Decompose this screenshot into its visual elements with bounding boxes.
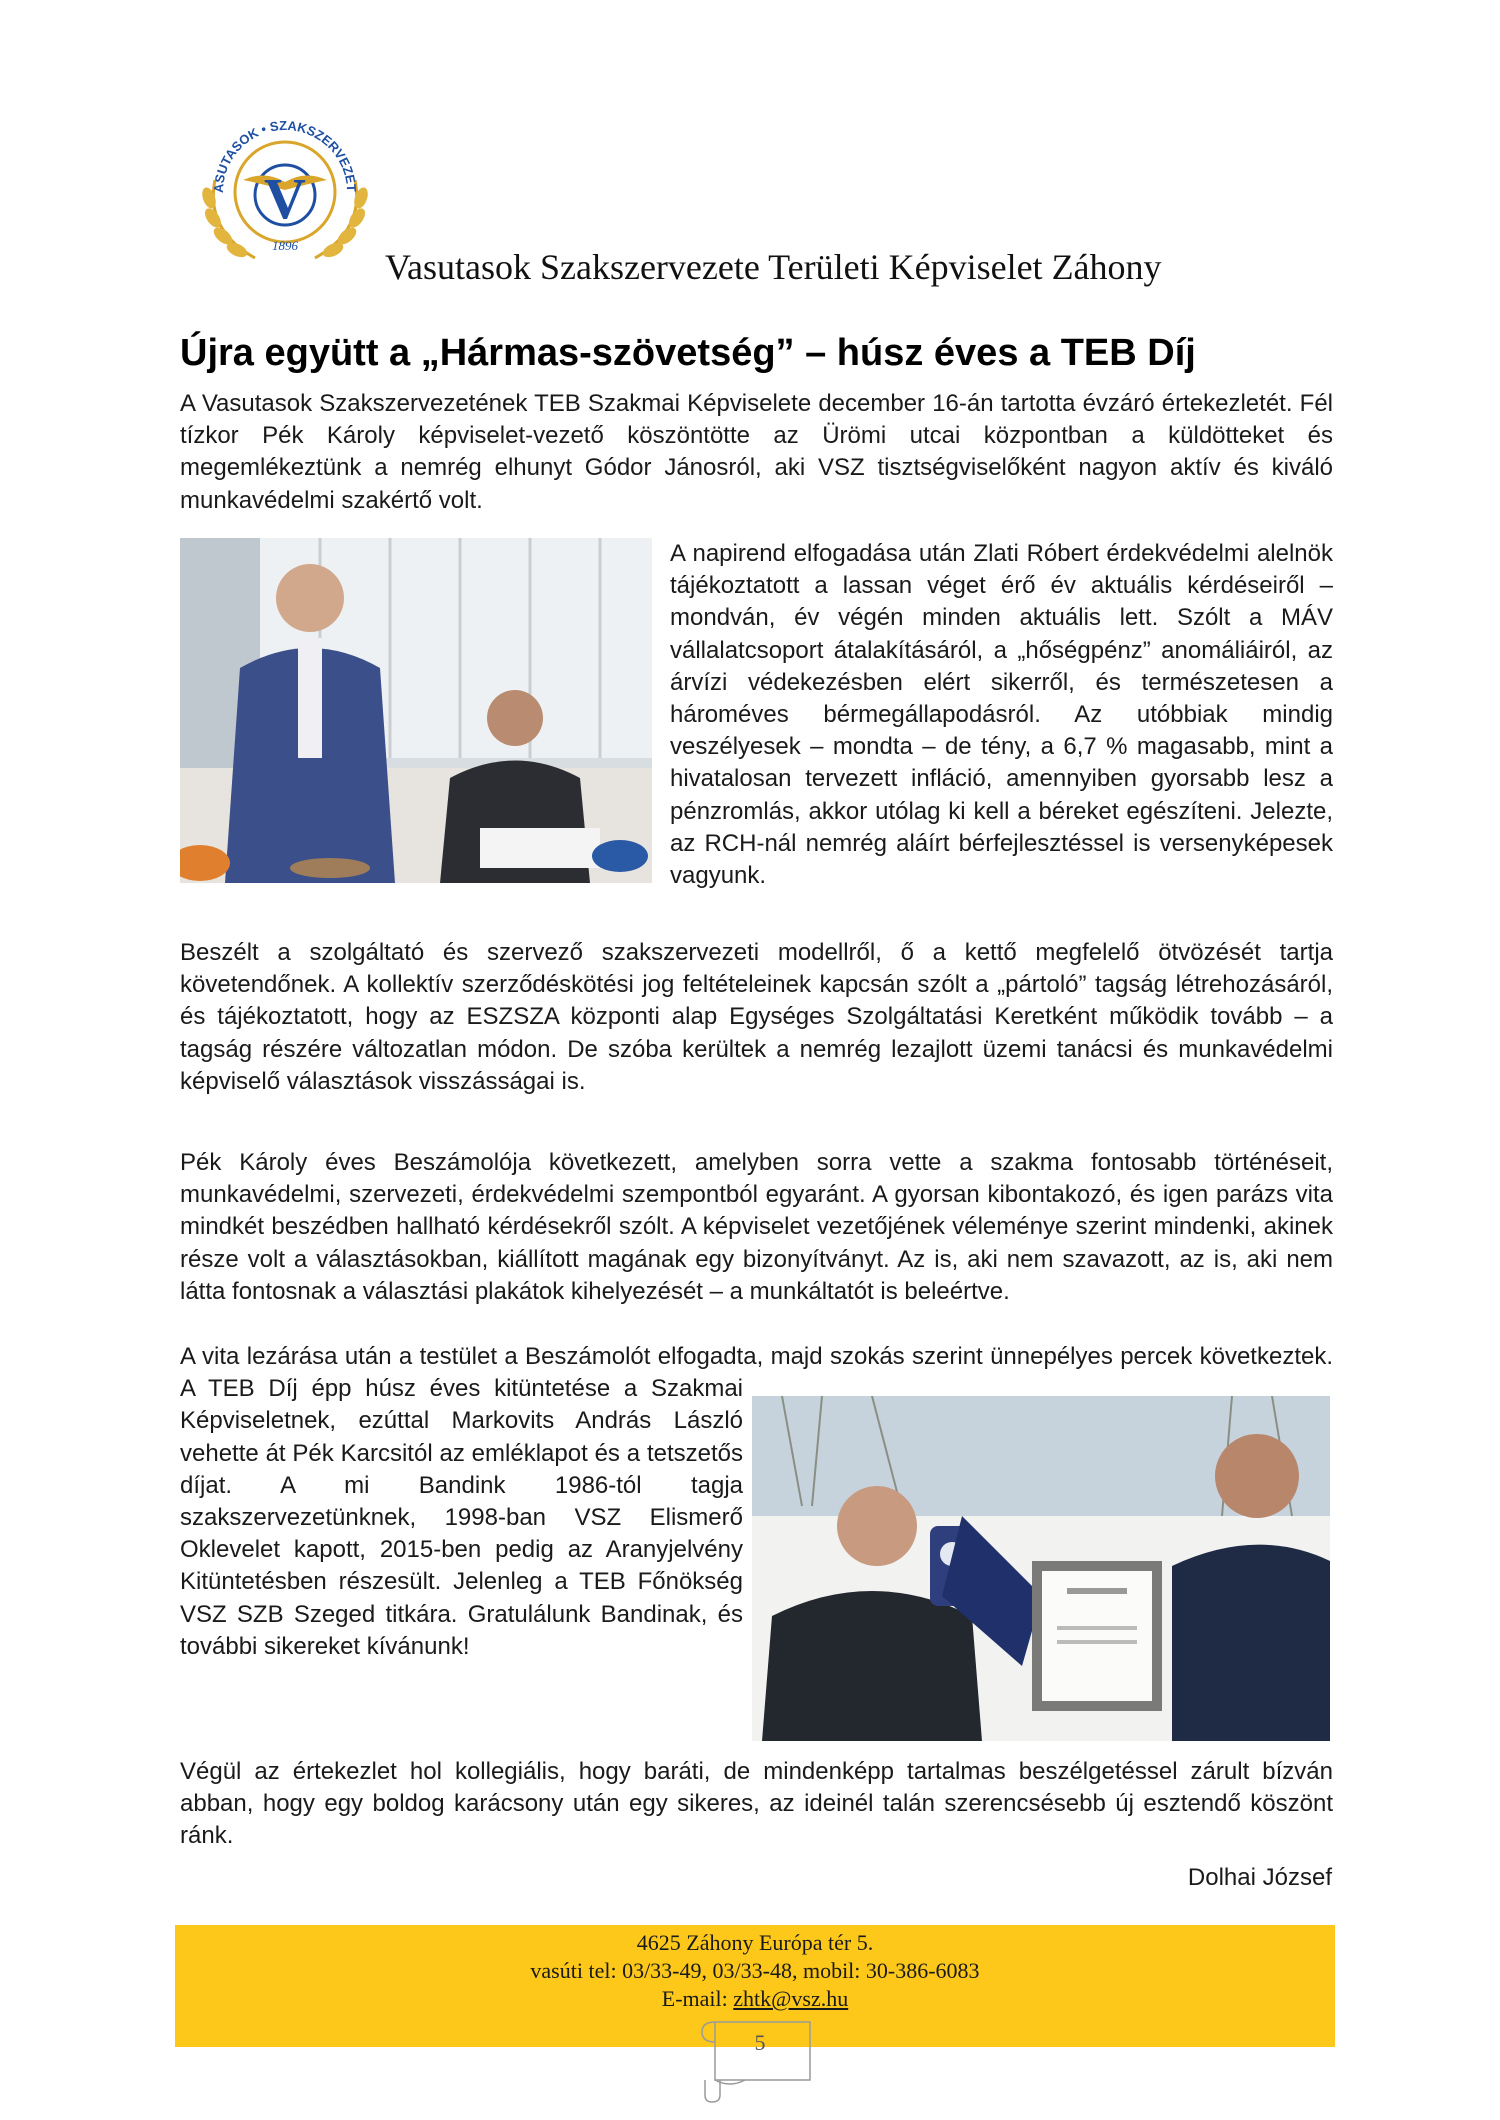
paragraph-2-text: A napirend elfogadása után Zlati Róbert érdekvédelmi alelnök tájékoztatott a lassan véget érő év aktuális kérdéseiről – mondván, év végén minden aktuális lett. Szólt a MÁV vállalatcsoport átalakításáról, a „hőségpénz” anomáliáiról, az árvízi védekezésben elért sikerről, és természetesen a hároméves bérmegállapodásról. Az utóbbiak mindig veszélyesek – mondta – de tény, a 6,7 % magasabb, mint a hivatalosan tervezett infláció, amennyiben gyorsabb lesz a pénzromlás, akkor utólag ki kell a béreket egészíteni. Jelezte, az RCH-nál nemrég aláírt bérfejlesztéssel is versenyképesek vagyunk. (670, 540, 1333, 890)
footer-address: 4625 Záhony Európa tér 5. (636, 1930, 874, 1955)
logo-year: 1896 (272, 238, 298, 253)
article-headline: Újra együtt a „Hármas-szövetség” – húsz éves a TEB Díj (180, 332, 1196, 374)
page-number-scroll-icon (690, 2010, 825, 2105)
union-logo-emblem (185, 100, 385, 270)
photo-2-spacer (743, 1396, 1333, 1746)
paragraph-5 (180, 1341, 1333, 1746)
paragraph-5-text: A vita lezárása után a testület a Beszámolót elfogadta, majd szokás szerint ünnepélyes percek következtek. A TEB Díj épp húsz éves kitüntetése a Szakmai Képviseletnek, ezúttal Markovits András László vehette át Pék Karcsitól az emléklapot és a tetszetős díjat. A mi Bandink 1986-tól tagja szakszervezetünknek, 1998-ban VSZ Elismerő Oklevelet kapott, 2015-ben pedig az Aranyjelvény Kitüntetésben részesült. Jelenleg a TEB Főnökség VSZ SZB Szeged titkára. Gratulálunk Bandinak, és további sikereket kívánunk! (180, 1343, 1333, 1660)
footer-phones: vasúti tel: 03/33-49, 03/33-48, mobil: 30-386-6083 (530, 1958, 980, 1983)
org-title: Vasutasok Szakszervezete Területi Képviselet Záhony (385, 247, 1162, 287)
paragraph-2 (180, 538, 1333, 892)
paragraph-4: Pék Károly éves Beszámolója következett, amelyben sorra vette a szakma fontosabb történéseit, munkavédelmi, szervezeti, érdekvédelmi szempontból egyaránt. A gyorsan kibontakozó, és igen parázs vita mindkét beszédben hallható kérdésekről szólt. A képviselet vezetőjének véleménye szerint mindenki, akinek része volt a választásokban, kiállított magának egy bizonyítványt. Az is, aki nem szavazott, az is, aki nem látta fontosnak a választási plakátok kihelyezését – a munkáltatót is beleértve. (180, 1149, 1333, 1305)
logo-arc-text: ASUTASOK • SZAKSZERVEZET (210, 117, 360, 194)
footer-email-label: E-mail: (661, 1986, 734, 2011)
union-logo (185, 100, 385, 270)
logo-letter: V (264, 166, 306, 231)
paragraph-3: Beszélt a szolgáltató és szervező szakszervezeti modellről, ő a kettő megfelelő ötvözését tartja követendőnek. A kollektív szerződéskötési jog feltételeinek kapcsán szólt a „pártoló” tagság létrehozásáról, és tájékoztatott, hogy az ESZSZA központi alap Egységes Szolgáltatási Keretként működik tovább – a tagság részére változatlan módon. De szóba kerültek a nemrég lezajlott üzemi tanácsi és munkavédelmi képviselő választások visszásságai is. (180, 939, 1333, 1095)
photo-1-spacer (180, 538, 670, 888)
page-number: 5 (754, 2030, 766, 2055)
paragraph-6: Végül az értekezlet hol kollegiális, hogy baráti, de mindenképp tartalmas beszélgetéssel zárult bízván abban, hogy egy boldog karácsony után egy sikeres, az ideinél talán szerencsésebb új esztendő köszönt ránk. (180, 1758, 1333, 1850)
footer-email-link[interactable]: zhtk@vsz.hu (733, 1986, 849, 2011)
paragraph-1: A Vasutasok Szakszervezetének TEB Szakmai Képviselete december 16-án tartotta évzáró értekezletét. Fél tízkor Pék Károly képviselet-vezető köszöntötte az Ürömi utcai központban a küldötteket és megemlékeztünk a nemrég elhunyt Gódor Jánosról, aki VSZ tisztségviselőként nagyon aktív és kiváló munkavédelmi szakértő volt. (180, 390, 1333, 514)
author-signature: Dolhai József (1187, 1864, 1332, 1891)
footer-email-line (175, 1985, 1335, 2013)
